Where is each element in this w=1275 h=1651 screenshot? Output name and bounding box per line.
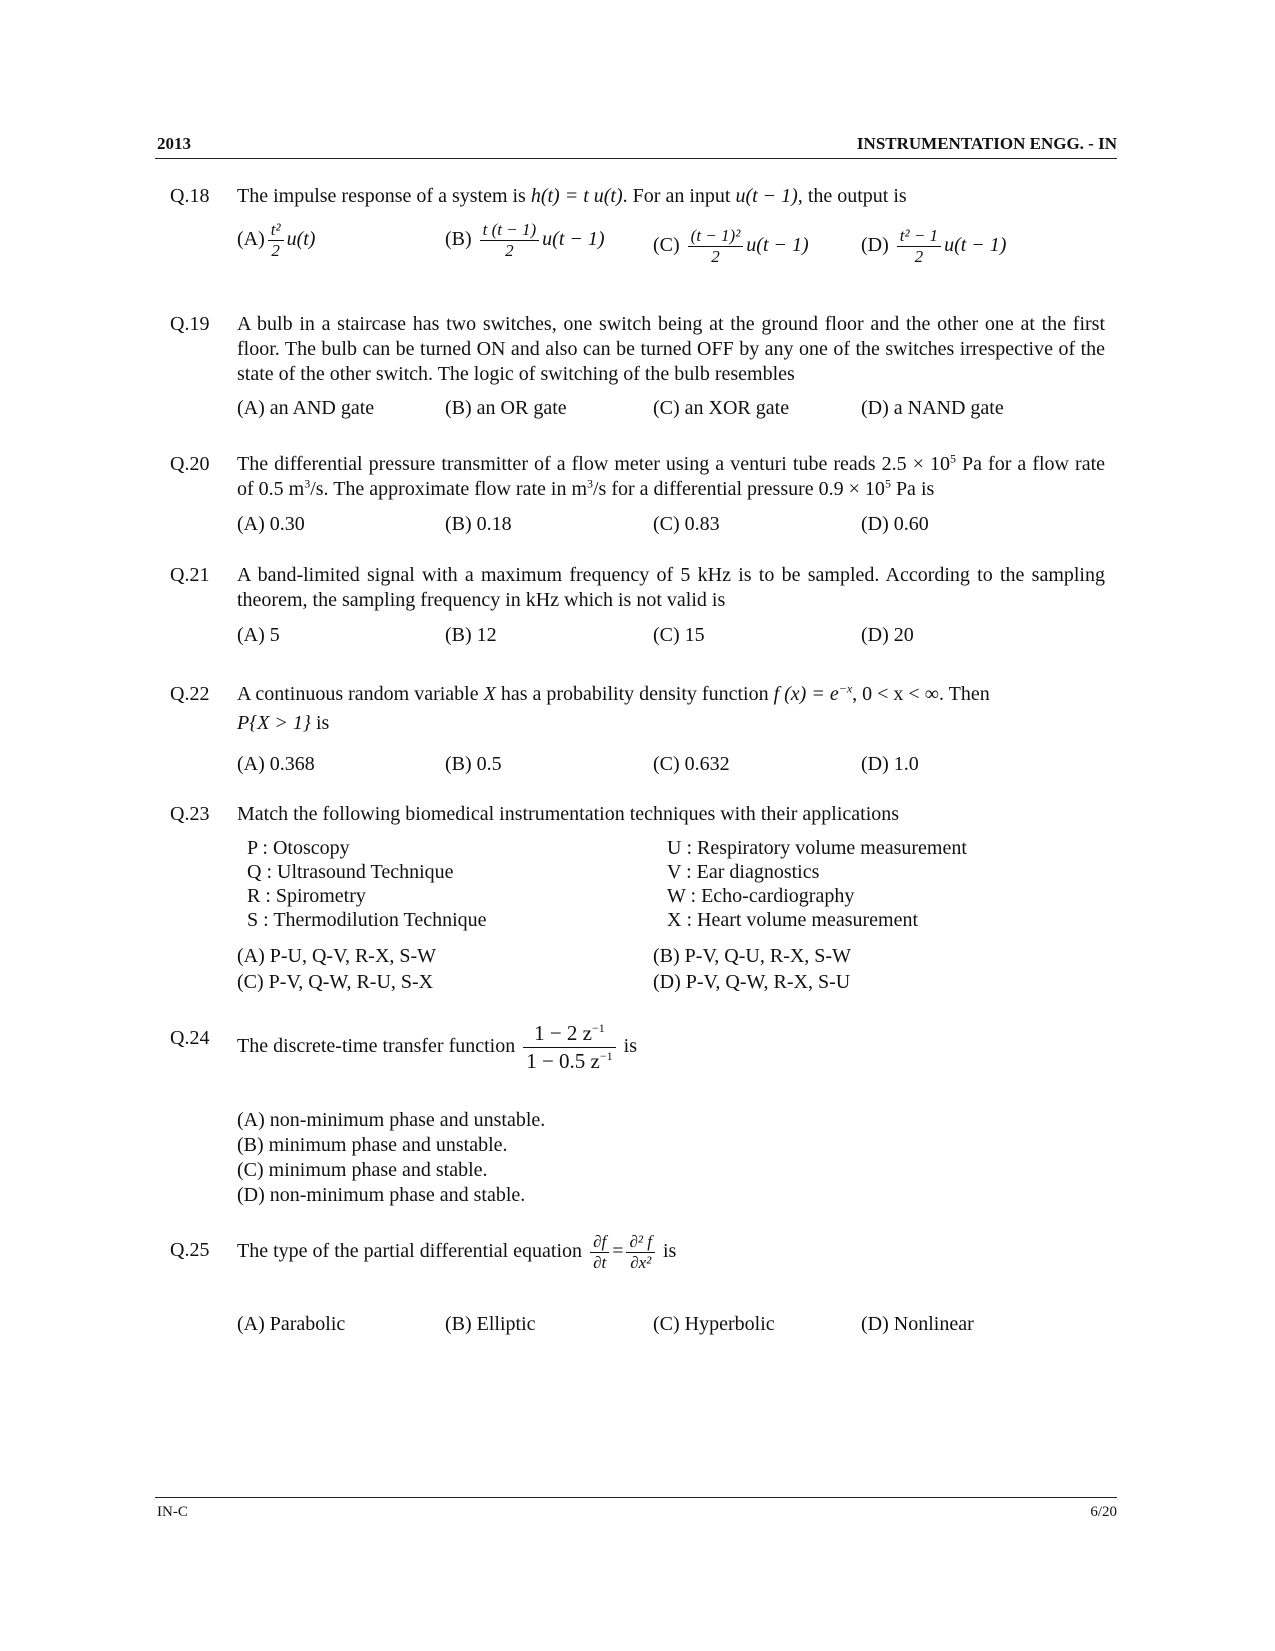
question-21 bbox=[170, 563, 1105, 653]
option-d[interactable]: (D) 1.0 bbox=[861, 753, 919, 775]
pde-left-fraction: $\frac{\partial f}{\partial t}$ bbox=[590, 1232, 609, 1273]
year-label: 2013 bbox=[157, 134, 191, 153]
fraction: $\frac{\text{t²}}{2}$ bbox=[268, 220, 284, 261]
text-part: . For an input bbox=[622, 185, 731, 207]
question-23 bbox=[170, 802, 1105, 1002]
option-b[interactable]: (B) $\frac{t (t - 1)}{2}$ u(t − 1) bbox=[445, 220, 605, 260]
options bbox=[237, 396, 1105, 432]
options bbox=[237, 220, 1105, 270]
math-input: u(t − 1), bbox=[735, 185, 803, 207]
match-item-s: S : Thermodilution Technique bbox=[247, 909, 487, 931]
option-b[interactable]: (B) minimum phase and unstable. bbox=[237, 1134, 508, 1156]
transfer-function-fraction: $\frac{1 - 2 z^{-1}}{1 - 0.5 z^{-1}}$ bbox=[523, 1020, 615, 1075]
option-a[interactable]: (A) Parabolic bbox=[237, 1313, 346, 1335]
options bbox=[237, 1312, 1105, 1348]
option-d[interactable]: (D) $\frac{\text{t² − 1}}{2}$ u(t − 1) bbox=[861, 226, 1007, 266]
header-rule bbox=[155, 158, 1117, 159]
question-19 bbox=[170, 312, 1105, 422]
option-b[interactable]: (B) 0.18 bbox=[445, 513, 512, 535]
question-number: Q.23 bbox=[170, 803, 210, 825]
fraction: $\frac{\text{(t − 1)²}}{2}$ bbox=[688, 226, 744, 267]
question-number: Q.18 bbox=[170, 185, 210, 207]
question-number: Q.21 bbox=[170, 564, 210, 586]
text-part: the output is bbox=[807, 185, 907, 207]
option-b[interactable]: (B) P-V, Q-U, R-X, S-W bbox=[653, 945, 851, 967]
question-number: Q.20 bbox=[170, 453, 210, 475]
option-b[interactable]: (B) an OR gate bbox=[445, 397, 567, 419]
question-text: A bulb in a staircase has two switches, one switch being at the ground floor and the other one at the first floor. The bulb can be turned ON and also can be turned OFF by any one of the switches irrespective of the state of the other switch. The logic of switching of the bulb resembles bbox=[237, 313, 1105, 385]
question-text: The discrete-time transfer function $\frac{1 - 2 z^{-1}}{1 - 0.5 z^{-1}}$ is bbox=[237, 1021, 638, 1073]
math-impulse-response: h(t) = t u(t) bbox=[530, 185, 623, 207]
text-part: The impulse response of a system is bbox=[237, 185, 526, 207]
option-b[interactable]: (B) 12 bbox=[445, 624, 497, 646]
option-d[interactable]: (D) non-minimum phase and stable. bbox=[237, 1184, 526, 1206]
match-item-x: X : Heart volume measurement bbox=[667, 909, 919, 931]
option-b[interactable]: (B) Elliptic bbox=[445, 1313, 536, 1335]
options bbox=[237, 752, 1105, 788]
question-text bbox=[237, 184, 1105, 209]
option-b[interactable]: (B) 0.5 bbox=[445, 753, 502, 775]
match-item-w: W : Echo-cardiography bbox=[667, 885, 855, 907]
question-number: Q.19 bbox=[170, 313, 210, 335]
option-d[interactable]: (D) Nonlinear bbox=[861, 1313, 974, 1335]
match-item-v: V : Ear diagnostics bbox=[667, 861, 820, 883]
options bbox=[237, 512, 1105, 548]
option-c[interactable]: (C) P-V, Q-W, R-U, S-X bbox=[237, 971, 434, 993]
options bbox=[237, 623, 1105, 659]
option-d[interactable]: (D) a NAND gate bbox=[861, 397, 1004, 419]
question-text: A continuous random variable X has a probability density function f $(x) = e^{-x}$, 0 < x < ∞. Then P{X > 1} is bbox=[237, 681, 990, 734]
option-a[interactable]: (A) 5 bbox=[237, 624, 280, 646]
match-item-u: U : Respiratory volume measurement bbox=[667, 837, 967, 859]
option-c[interactable]: (C) Hyperbolic bbox=[653, 1313, 775, 1335]
question-25 bbox=[170, 1232, 1105, 1342]
question-22 bbox=[170, 680, 1105, 780]
question-number: Q.25 bbox=[170, 1239, 210, 1261]
option-d[interactable]: (D) 0.60 bbox=[861, 513, 929, 535]
option-c[interactable]: (C) 15 bbox=[653, 624, 705, 646]
question-24 bbox=[170, 1020, 1105, 1206]
question-number: Q.22 bbox=[170, 683, 210, 705]
option-a[interactable]: (A) non-minimum phase and unstable. bbox=[237, 1109, 546, 1131]
option-a[interactable]: (A) 0.368 bbox=[237, 753, 315, 775]
paper-code: IN-C bbox=[157, 1504, 188, 1520]
option-a[interactable]: (A) $\frac{\text{t²}}{2}$ u(t) bbox=[237, 220, 316, 260]
page-number: 6/20 bbox=[1090, 1504, 1117, 1520]
question-20 bbox=[170, 452, 1105, 542]
question-number: Q.24 bbox=[170, 1027, 210, 1049]
question-text: The type of the partial differential equation $\frac{\partial f}{\partial t}$ = $\frac{\text{∂² f}}{\text{∂x²}}$ is bbox=[237, 1232, 677, 1272]
pde-right-fraction: $\frac{\text{∂² f}}{\text{∂x²}}$ bbox=[626, 1232, 654, 1273]
option-c[interactable]: (C) $\frac{\text{(t − 1)²}}{2}$ u(t − 1) bbox=[653, 226, 809, 266]
match-item-q: Q : Ultrasound Technique bbox=[247, 861, 454, 883]
paper-title: INSTRUMENTATION ENGG. - IN bbox=[856, 134, 1117, 153]
option-a[interactable]: (A) 0.30 bbox=[237, 513, 305, 535]
option-c[interactable]: (C) an XOR gate bbox=[653, 397, 790, 419]
option-d[interactable]: (D) P-V, Q-W, R-X, S-U bbox=[653, 971, 851, 993]
option-c[interactable]: (C) 0.632 bbox=[653, 753, 730, 775]
question-text: The differential pressure transmitter of a flow meter using a venturi tube reads $2.5 \times 10^5$ Pa for a flow rate of 0.5 $m^3/s$. The approximate flow rate in $m^3/s$ for a differential pressure $0.9 \times 10^5$ Pa is bbox=[237, 451, 1106, 500]
question-text: Match the following biomedical instrumentation techniques with their applications bbox=[237, 803, 900, 825]
footer-rule bbox=[155, 1497, 1117, 1498]
option-a[interactable]: (A) an AND gate bbox=[237, 397, 375, 419]
option-c[interactable]: (C) minimum phase and stable. bbox=[237, 1159, 488, 1181]
match-item-p: P : Otoscopy bbox=[247, 837, 350, 859]
fraction: $\frac{t (t - 1)}{2}$ bbox=[480, 220, 540, 261]
option-a[interactable]: (A) P-U, Q-V, R-X, S-W bbox=[237, 945, 437, 967]
option-c[interactable]: (C) 0.83 bbox=[653, 513, 720, 535]
question-18 bbox=[170, 184, 1105, 274]
fraction: $\frac{\text{t² − 1}}{2}$ bbox=[897, 226, 941, 267]
question-text: A band-limited signal with a maximum frequency of 5 kHz is to be sampled. According to the sampling theorem, the sampling frequency in kHz which is not valid is bbox=[237, 564, 1105, 611]
option-d[interactable]: (D) 20 bbox=[861, 624, 914, 646]
match-item-r: R : Spirometry bbox=[247, 885, 366, 907]
